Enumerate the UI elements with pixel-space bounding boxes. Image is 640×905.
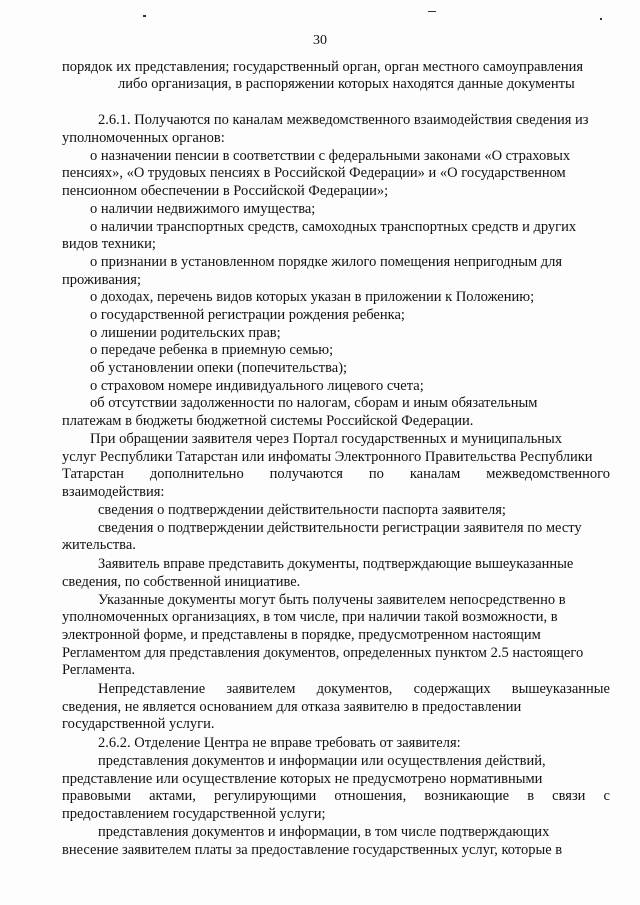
text-line: представления документов и информации или осуществления действий, bbox=[98, 753, 546, 769]
text-line: пенсионном обеспечении в Российской Федерации»; bbox=[62, 183, 389, 199]
text-line: 2.6.2. Отделение Центра не вправе требовать от заявителя: bbox=[98, 735, 461, 751]
text-line: платежам в бюджеты бюджетной системы Российской Федерации. bbox=[62, 413, 474, 429]
text-line: о наличии недвижимого имущества; bbox=[90, 201, 316, 217]
text-line: Непредставление заявителем документов, содержащих вышеуказанные bbox=[98, 681, 610, 697]
text-line: государственной услуги. bbox=[62, 716, 215, 732]
text-line: проживания; bbox=[62, 272, 141, 288]
text-line: Татарстан дополнительно получаются по каналам межведомственного bbox=[62, 466, 610, 482]
text-line: сведения, не является основанием для отказа заявителю в предоставлении bbox=[62, 699, 522, 715]
text-line: При обращении заявителя через Портал государственных и муниципальных bbox=[90, 431, 563, 447]
text-line: Заявитель вправе представить документы, подтверждающие вышеуказанные bbox=[98, 556, 574, 572]
text-line: жительства. bbox=[62, 537, 136, 553]
text-line: об отсутствии задолженности по налогам, сборам и иным обязательным bbox=[90, 395, 538, 411]
text-line: сведения, по собственной инициативе. bbox=[62, 574, 301, 590]
page-number: 30 bbox=[313, 33, 327, 48]
text-line: сведения о подтверждении действительности паспорта заявителя; bbox=[98, 502, 506, 518]
scan-speck bbox=[428, 11, 436, 12]
text-line: о государственной регистрации рождения ребенка; bbox=[90, 307, 405, 323]
text-line: представление или осуществление которых не предусмотрено нормативными bbox=[62, 771, 543, 787]
text-line: о лишении родительских прав; bbox=[90, 325, 281, 341]
text-line: уполномоченных организациях, в том числе, при наличии такой возможности, в bbox=[62, 609, 558, 625]
text-line: электронной форме, и представлены в порядке, предусмотренном настоящим bbox=[62, 627, 541, 643]
text-line: Регламентом для представления документов, определенных пунктом 2.5 настоящего bbox=[62, 645, 584, 661]
text-line: порядок их представления; государственный орган, орган местного самоуправления bbox=[62, 59, 584, 75]
text-line: представления документов и информации, в том числе подтверждающих bbox=[98, 824, 550, 840]
text-line: уполномоченных органов: bbox=[62, 130, 225, 146]
text-line: о страховом номере индивидуального лицевого счета; bbox=[90, 378, 424, 394]
text-line: либо организация, в распоряжении которых находятся данные документы bbox=[118, 76, 575, 92]
text-line: Указанные документы могут быть получены заявителем непосредственно в bbox=[98, 592, 566, 608]
text-line: о признании в установленном порядке жилого помещения непригодным для bbox=[90, 254, 563, 270]
text-line: об установлении опеки (попечительства); bbox=[90, 360, 348, 376]
text-line: о доходах, перечень видов которых указан в приложении к Положению; bbox=[90, 289, 535, 305]
text-line: внесение заявителем платы за предоставление государственных услуг, которые в bbox=[62, 842, 563, 858]
scan-speck bbox=[600, 18, 602, 20]
scan-speck bbox=[143, 15, 146, 17]
text-line: взаимодействия: bbox=[62, 484, 165, 500]
text-line: 2.6.1. Получаются по каналам межведомственного взаимодействия сведения из bbox=[98, 112, 589, 128]
text-line: правовыми актами, регулирующими отношения, возникающие в связи с bbox=[62, 788, 610, 804]
text-line: предоставлением государственной услуги; bbox=[62, 806, 326, 822]
text-line: о назначении пенсии в соответствии с федеральными законами «О страховых bbox=[90, 148, 571, 164]
text-line: о передаче ребенка в приемную семью; bbox=[90, 342, 334, 358]
text-line: Регламента. bbox=[62, 662, 136, 678]
text-line: сведения о подтверждении действительности регистрации заявителя по месту bbox=[98, 520, 582, 536]
text-line: видов техники; bbox=[62, 236, 156, 252]
text-line: о наличии транспортных средств, самоходных транспортных средств и других bbox=[90, 219, 577, 235]
text-line: пенсиях», «О трудовых пенсиях в Российской Федерации» и «О государственном bbox=[62, 165, 566, 181]
text-line: услуг Республики Татарстан или инфоматы Электронного Правительства Республики bbox=[62, 449, 593, 465]
